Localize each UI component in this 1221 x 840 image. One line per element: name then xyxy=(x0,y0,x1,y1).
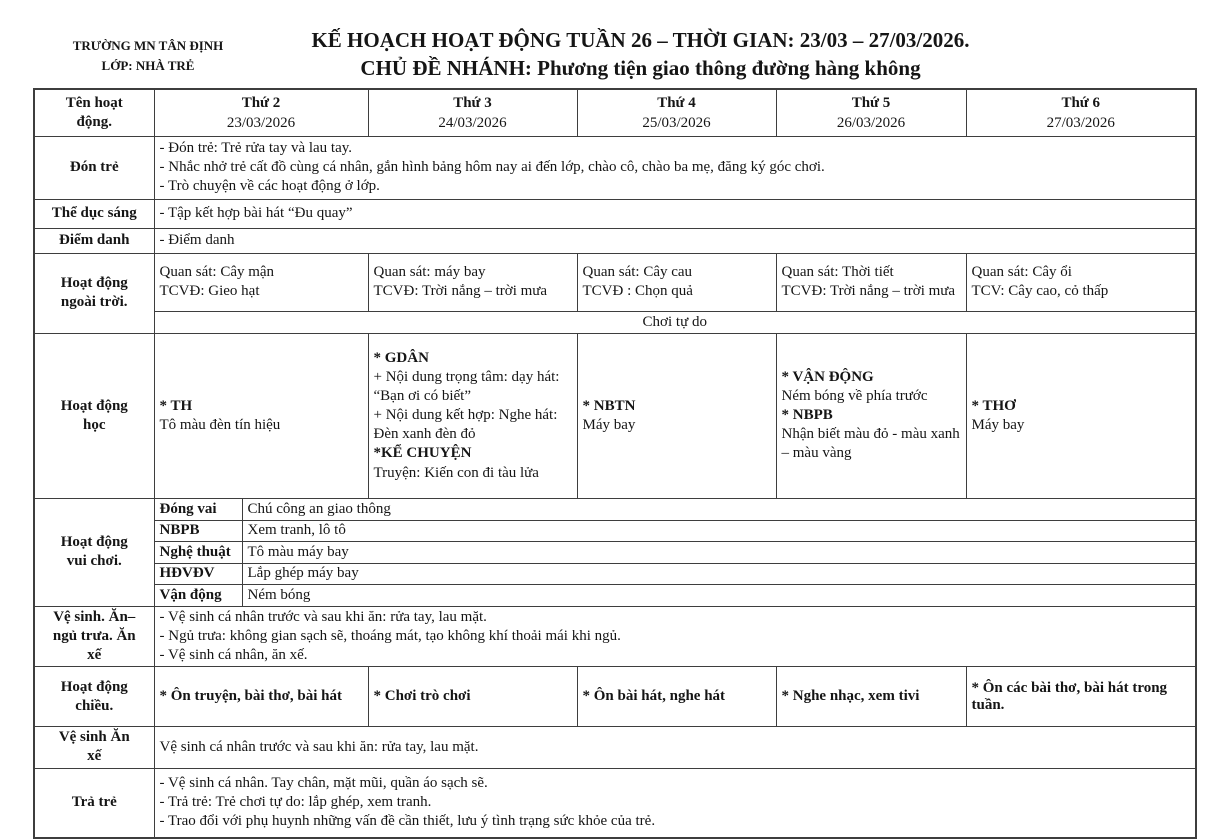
row-vui-choi xyxy=(34,584,1196,606)
text-line: - Trò chuyện về các hoạt động ở lớp. xyxy=(159,178,380,195)
text-line: TCVĐ: Trời nắng – trời mưa xyxy=(781,283,956,299)
day-date: 23/03/2026 xyxy=(226,114,296,131)
activity-code: * THƠ xyxy=(971,397,1016,414)
row-vui-choi xyxy=(34,498,1196,520)
row-vui-choi xyxy=(34,520,1196,541)
text-line: Quan sát: Cây cau xyxy=(582,263,693,280)
text-line: - Trả trẻ: Trẻ chơi tự do: lắp ghép, xem tranh. xyxy=(159,794,432,811)
day-name: Thứ 4 xyxy=(657,94,696,111)
label-vui-choi xyxy=(34,498,154,606)
row-ve-sinh-ngu-trua xyxy=(34,606,1196,667)
cell-hoc-thu3 xyxy=(368,333,577,498)
text-line: Quan sát: Thời tiết xyxy=(781,263,894,280)
cell-chieu-thu5: * Nghe nhạc, xem tivi xyxy=(776,667,966,727)
row-label-line: Vệ sinh. Ăn– xyxy=(53,608,136,625)
cell-chieu-thu6: * Ôn các bài thơ, bài hát trong tuần. xyxy=(966,667,1196,727)
label-don-tre xyxy=(34,136,154,199)
day-date: 27/03/2026 xyxy=(1046,114,1115,131)
text-line: TCVĐ : Chọn quả xyxy=(582,283,693,299)
col-header-thu-5 xyxy=(776,89,966,136)
row-hoat-dong-chieu xyxy=(34,667,1196,727)
day-name: Thứ 6 xyxy=(1061,94,1101,111)
cell-hoc-thu4 xyxy=(577,333,776,498)
activity-code: * VẬN ĐỘNG xyxy=(781,368,874,385)
row-label-line: Đón trẻ xyxy=(69,158,119,175)
cell-the-duc-sang-content xyxy=(154,199,1196,228)
row-label-line: ngủ trưa. Ăn xyxy=(52,627,136,644)
corner-header-cell xyxy=(34,89,154,136)
text-line: - Đón trẻ: Trẻ rửa tay và lau tay. xyxy=(159,139,353,156)
cell-vui-choi-value: Lắp ghép máy bay xyxy=(242,563,1196,584)
label-ve-sinh-ngu-trua xyxy=(34,606,154,667)
label-the-duc-sang xyxy=(34,199,154,228)
row-label-line: Hoạt động xyxy=(60,534,128,550)
row-label-line: Thể dục sáng xyxy=(51,204,137,221)
activity-code: *KỂ CHUYỆN xyxy=(373,445,472,462)
activity-desc: Ném bóng về phía trước xyxy=(781,387,928,404)
row-label-line: vui chơi. xyxy=(66,553,122,570)
cell-vui-choi-value: Xem tranh, lô tô xyxy=(242,520,1196,541)
cell-chieu-thu4: * Ôn bài hát, nghe hát xyxy=(577,667,776,727)
activity-code: * NBPB xyxy=(781,407,833,424)
activity-desc: Tô màu đèn tín hiệu xyxy=(159,416,281,433)
text-line: TCV: Cây cao, cỏ thấp xyxy=(971,283,1109,299)
cell-choi-tu-do xyxy=(154,311,1196,333)
cell-chieu-thu2: * Ôn truyện, bài thơ, bài hát xyxy=(154,667,368,727)
weekly-plan-table xyxy=(33,88,1197,839)
label-ngoai-troi xyxy=(34,253,154,333)
corner-label-line: Tên hoạt xyxy=(65,94,123,111)
cell-ngoai-troi-thu2 xyxy=(154,253,368,311)
cell-diem-danh-content xyxy=(154,228,1196,253)
day-date: 24/03/2026 xyxy=(438,114,507,131)
activity-desc: + Nội dung kết hợp: Nghe hát: Đèn xanh đèn đỏ xyxy=(373,407,558,443)
col-header-thu-4 xyxy=(577,89,776,136)
row-choi-tu-do xyxy=(34,311,1196,333)
row-label-line: chiều. xyxy=(75,697,114,714)
corner-vui-choi-name: Đóng vai xyxy=(154,498,242,520)
col-header-thu-6 xyxy=(966,89,1196,136)
cell-ve-sinh-ngu-trua-content xyxy=(154,606,1196,667)
cell-hoc-thu6 xyxy=(966,333,1196,498)
text-line: - Vệ sinh cá nhân. Tay chân, mặt mũi, quần áo sạch sẽ. xyxy=(159,775,488,792)
row-don-tre xyxy=(34,136,1196,199)
col-header-thu-3 xyxy=(368,89,577,136)
corner-vui-choi-name: HĐVĐV xyxy=(154,563,242,584)
cell-ngoai-troi-thu3 xyxy=(368,253,577,311)
school-name: TRƯỜNG MN TÂN ĐỊNH xyxy=(72,38,224,53)
cell-ngoai-troi-thu4 xyxy=(577,253,776,311)
row-the-duc-sang xyxy=(34,199,1196,228)
cell-tra-tre-content xyxy=(154,768,1196,838)
row-label-line: xế xyxy=(87,748,102,765)
corner-vui-choi-name: NBPB xyxy=(154,520,242,541)
activity-desc: Truyện: Kiến con đi tàu lửa xyxy=(373,464,539,481)
day-name: Thứ 5 xyxy=(851,94,891,111)
row-label-line: Hoạt động xyxy=(60,274,128,291)
text-line: TCVĐ: Gieo hạt xyxy=(159,283,260,299)
row-hoat-dong-hoc xyxy=(34,333,1196,498)
row-diem-danh xyxy=(34,228,1196,253)
text-line: Vệ sinh cá nhân trước và sau khi ăn: rửa tay, lau mặt. xyxy=(159,738,479,755)
row-label-line: Vệ sinh Ăn xyxy=(58,729,130,746)
text-line: Quan sát: máy bay xyxy=(373,263,486,280)
row-label-line: xế xyxy=(87,647,102,664)
cell-hoc-thu2 xyxy=(154,333,368,498)
label-diem-danh xyxy=(34,228,154,253)
activity-desc: Máy bay xyxy=(971,416,1025,433)
activity-desc: + Nội dung trọng tâm: dạy hát: “Bạn ơi có biết” xyxy=(373,368,560,404)
row-label-line: Hoạt động xyxy=(60,678,128,695)
cell-vui-choi-value: Chú công an giao thông xyxy=(242,498,1196,520)
cell-vui-choi-value: Ném bóng xyxy=(242,584,1196,606)
plan-title-block xyxy=(60,27,1221,82)
table-header-row xyxy=(34,89,1196,136)
row-label-line: Trả trẻ xyxy=(71,794,117,811)
day-date: 25/03/2026 xyxy=(642,114,711,131)
text-line: Quan sát: Cây ổi xyxy=(971,263,1072,280)
row-label-line: ngoài trời. xyxy=(60,294,128,311)
cell-chieu-thu3: * Chơi trò chơi xyxy=(368,667,577,727)
activity-code: * GDÂN xyxy=(373,349,429,366)
label-tra-tre xyxy=(34,768,154,838)
row-vui-choi xyxy=(34,563,1196,584)
activity-desc: Nhận biết màu đỏ - màu xanh – màu vàng xyxy=(781,426,960,462)
cell-don-tre-content xyxy=(154,136,1196,199)
cell-hoc-thu5 xyxy=(776,333,966,498)
day-name: Thứ 3 xyxy=(453,94,492,111)
row-tra-tre xyxy=(34,768,1196,838)
corner-vui-choi-name: Vận động xyxy=(154,584,242,606)
row-vui-choi xyxy=(34,541,1196,563)
text-line: - Vệ sinh cá nhân, ăn xế. xyxy=(159,647,308,664)
text-line: - Ngủ trưa: không gian sạch sẽ, thoáng mát, tạo không khí thoải mái khi ngủ. xyxy=(159,627,621,644)
activity-code: * NBTN xyxy=(582,397,636,414)
class-name: LỚP: NHÀ TRẺ xyxy=(101,57,195,73)
cell-vui-choi-value: Tô màu máy bay xyxy=(242,541,1196,563)
cell-ngoai-troi-thu5 xyxy=(776,253,966,311)
row-ngoai-troi xyxy=(34,253,1196,311)
day-name: Thứ 2 xyxy=(241,94,281,111)
text-line: - Vệ sinh cá nhân trước và sau khi ăn: rửa tay, lau mặt. xyxy=(159,608,487,625)
label-hoat-dong-chieu xyxy=(34,667,154,727)
text-line: Quan sát: Cây mận xyxy=(159,263,275,280)
row-label-line: Điểm danh xyxy=(59,231,130,248)
activity-code: * TH xyxy=(159,397,193,414)
day-date: 26/03/2026 xyxy=(836,114,906,131)
text-line: - Trao đổi với phụ huynh những vấn đề cần thiết, lưu ý tình trạng sức khỏe của trẻ. xyxy=(159,813,656,830)
label-hoat-dong-hoc xyxy=(34,333,154,498)
col-header-thu-2 xyxy=(154,89,368,136)
text-line: Chơi tự do xyxy=(642,313,707,330)
text-line: TCVĐ: Trời nắng – trời mưa xyxy=(373,283,548,299)
row-label-line: học xyxy=(83,416,106,433)
text-line: - Điểm danh xyxy=(159,231,235,248)
row-ve-sinh-an-xe xyxy=(34,727,1196,768)
plan-subtitle: CHỦ ĐỀ NHÁNH: Phương tiện giao thông đường hàng không xyxy=(360,55,921,80)
row-label-line: Hoạt động xyxy=(60,397,128,414)
corner-vui-choi-name: Nghệ thuật xyxy=(154,541,242,563)
activity-desc: Máy bay xyxy=(582,416,636,433)
text-line: - Nhắc nhở trẻ cất đồ cùng cá nhân, gắn hình bảng hôm nay ai đến lớp, chào cô, chào ba mẹ, đăng ký góc chơi. xyxy=(159,158,825,175)
cell-ve-sinh-an-xe-content xyxy=(154,727,1196,768)
label-ve-sinh-an-xe xyxy=(34,727,154,768)
plan-title: KẾ HOẠCH HOẠT ĐỘNG TUẦN 26 – THỜI GIAN: 23/03 – 27/03/2026. xyxy=(311,28,970,52)
corner-label-line: động. xyxy=(76,113,112,130)
text-line: - Tập kết hợp bài hát “Đu quay” xyxy=(159,204,353,221)
cell-ngoai-troi-thu6 xyxy=(966,253,1196,311)
